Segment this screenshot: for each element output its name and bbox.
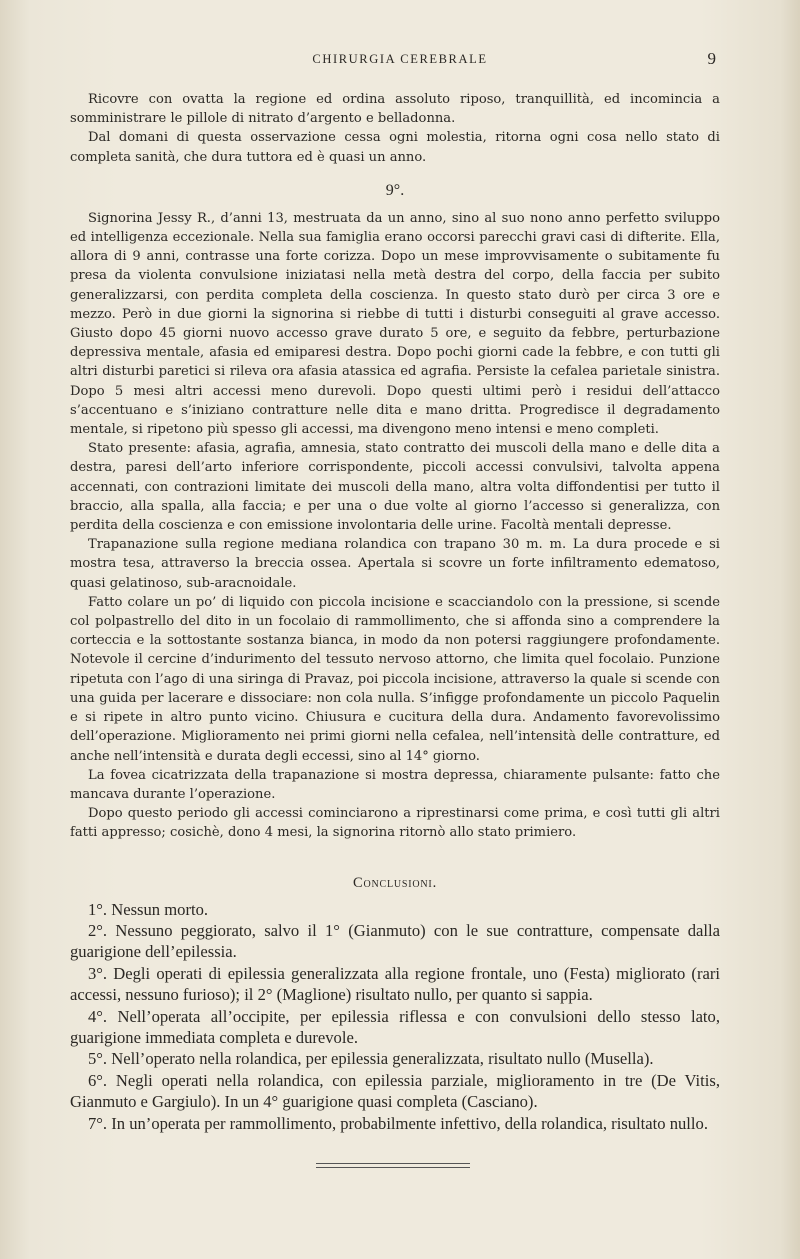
closing-rule-bottom xyxy=(316,1167,470,1168)
conclusions-heading: Conclusioni. xyxy=(352,874,437,891)
paragraph: Dopo questo periodo gli accessi cominciarono a riprestinarsi come prima, e così tutti gli altri fatti appresso; cosichè, dono 4 mesi, la signorina ritornò allo stato primiero. xyxy=(70,806,720,841)
conclusion-item: 5°. Nell’operato nella rolandica, per epilessia generalizzata, risultato nullo (Musella). xyxy=(88,1049,654,1069)
running-head: CHIRURGIA CEREBRALE xyxy=(312,52,488,66)
conclusion-item: 3°. Degli operati di epilessia generalizzata alla regione frontale, uno (Festa) migliorato (rari accessi, nessuno furioso); il 2° (Maglione) risultato nullo, per quanto si sappia. xyxy=(70,963,720,1005)
conclusion-item: 2°. Nessuno peggiorato, salvo il 1° (Gianmuto) con le sue contratture, compensate dalla guarigione dell’epilessia. xyxy=(70,920,720,962)
conclusion-item: 1°. Nessun morto. xyxy=(88,899,209,919)
paragraph: La fovea cicatrizzata della trapanazione si mostra depressa, chiaramente pulsante: fatto che mancava durante l’operazione. xyxy=(70,767,720,802)
page-body xyxy=(70,90,720,1134)
paragraph: Fatto colare un po’ di liquido con piccola incisione e scacciandolo con la pressione, si scende col polpastrello del dito in un focolaio di rammollimento, che si affonda sino a comprendere la corteccia e la sottostante sostanza bianca, in modo da non potersi raggiungere profondamente. Notevole il cercine d’indurimento del tessuto nervoso attorno, che limita quel focolaio. Punzione ripetuta con l’ago di una siringa di Pravaz, poi piccola incisione, attraverso la quale si scende con una guida per lacerare e dissociare: non cola nulla. S’infigge profondamente un piccolo Paquelin e si ripete in altro punto vicino. Chiusura e cucitura della dura. Andamento favorevolissimo dell’operazione. Miglioramento nei primi giorni nella cefalea, nell’intensità delle contratture, ed anche nell’intensità e durata degli eccessi, sino al 14° giorno. xyxy=(70,594,720,764)
paragraph: Trapanazione sulla regione mediana rolandica con trapano 30 m. m. La dura procede e si mostra tesa, attraverso la breccia ossea. Apertala si scovre un forte infiltramento edematoso, quasi gelatinoso, sub-aracnoidale. xyxy=(70,537,720,591)
paragraph: Dal domani di questa osservazione cessa ogni molestia, ritorna ogni cosa nello stato di completa sanità, che dura tuttora ed è quasi un anno. xyxy=(70,130,720,165)
case-number-heading: 9°. xyxy=(385,181,405,199)
case-section xyxy=(70,209,720,843)
page-header xyxy=(0,49,800,74)
paragraph: Stato presente: afasia, agrafia, amnesia, stato contratto dei muscoli della mano e delle dita a destra, paresi dell’arto inferiore corrispondente, piccoli accessi convulsivi, talvolta appena accennati, con contrazioni limitate dei muscoli della mano, altra volta diffondentisi per tutto il braccio, alla spalla, alla faccia; e per una o due volte al giorno l’accesso si generalizza, con perdita della coscienza e con emissione involontaria delle urine. Facoltà mentali depresse. xyxy=(70,441,720,534)
conclusion-item: 4°. Nell’operata all’occipite, per epilessia riflessa e con convulsioni dello stesso lato, guarigione immediata completa e durevole. xyxy=(70,1006,720,1047)
conclusion-item: 7°. In un’operata per rammollimento, probabilmente infettivo, della rolandica, risultato nullo. xyxy=(88,1113,708,1133)
paragraph: Signorina Jessy R., d’anni 13, mestruata da un anno, sino al suo nono anno perfetto sviluppo ed intelligenza eccezionale. Nella sua famiglia erano occorsi parecchi gravi casi di difterite. Ella, allora di 9 anni, contrasse una forte corizza. Dopo un mese improvvisamente o subitamente fu presa da violenta convulsione iniziatasi nella metà destra del corpo, della faccia per subito generalizzarsi, con perdita completa della coscienza. In questo stato durò per circa 3 ore e mezzo. Però in due giorni la signorina si riebbe di tutti i disturbi conseguiti al grave accesso. Giusto dopo 45 giorni nuovo accesso grave durato 5 ore, e seguito da febbre, perturbazione depressiva mentale, afasia ed emiparesi destra. Dopo pochi giorni cade la febbre, e con tutti gli altri disturbi paretici si rileva ora afasia atassica ed agrafia. Persiste la cefalea parietale sinistra. Dopo 5 mesi altri accessi meno durevoli. Dopo questi ultimi però i residui dell’attacco s’accentuano e s’iniziano contratture nelle dita e mano dritta. Progredisce il degradamento mentale, si ripetono più spesso gli accessi, ma divengono meno intensi e meno completi. xyxy=(70,210,720,438)
conclusion-item: 6°. Negli operati nella rolandica, con epilessia parziale, miglioramento in tre (De Vitis, Gianmuto e Gargiulo). In un 4° guarigione quasi completa (Casciano). xyxy=(70,1070,720,1112)
intro-section xyxy=(70,90,720,167)
conclusions-section xyxy=(70,899,720,1134)
page-number: 9 xyxy=(707,49,716,68)
paragraph: Ricovre con ovatta la regione ed ordina assoluto riposo, tranquillità, ed incomincia a somministrare le pillole di nitrato d’argento e belladonna. xyxy=(70,92,720,127)
closing-rule-top xyxy=(316,1163,470,1164)
